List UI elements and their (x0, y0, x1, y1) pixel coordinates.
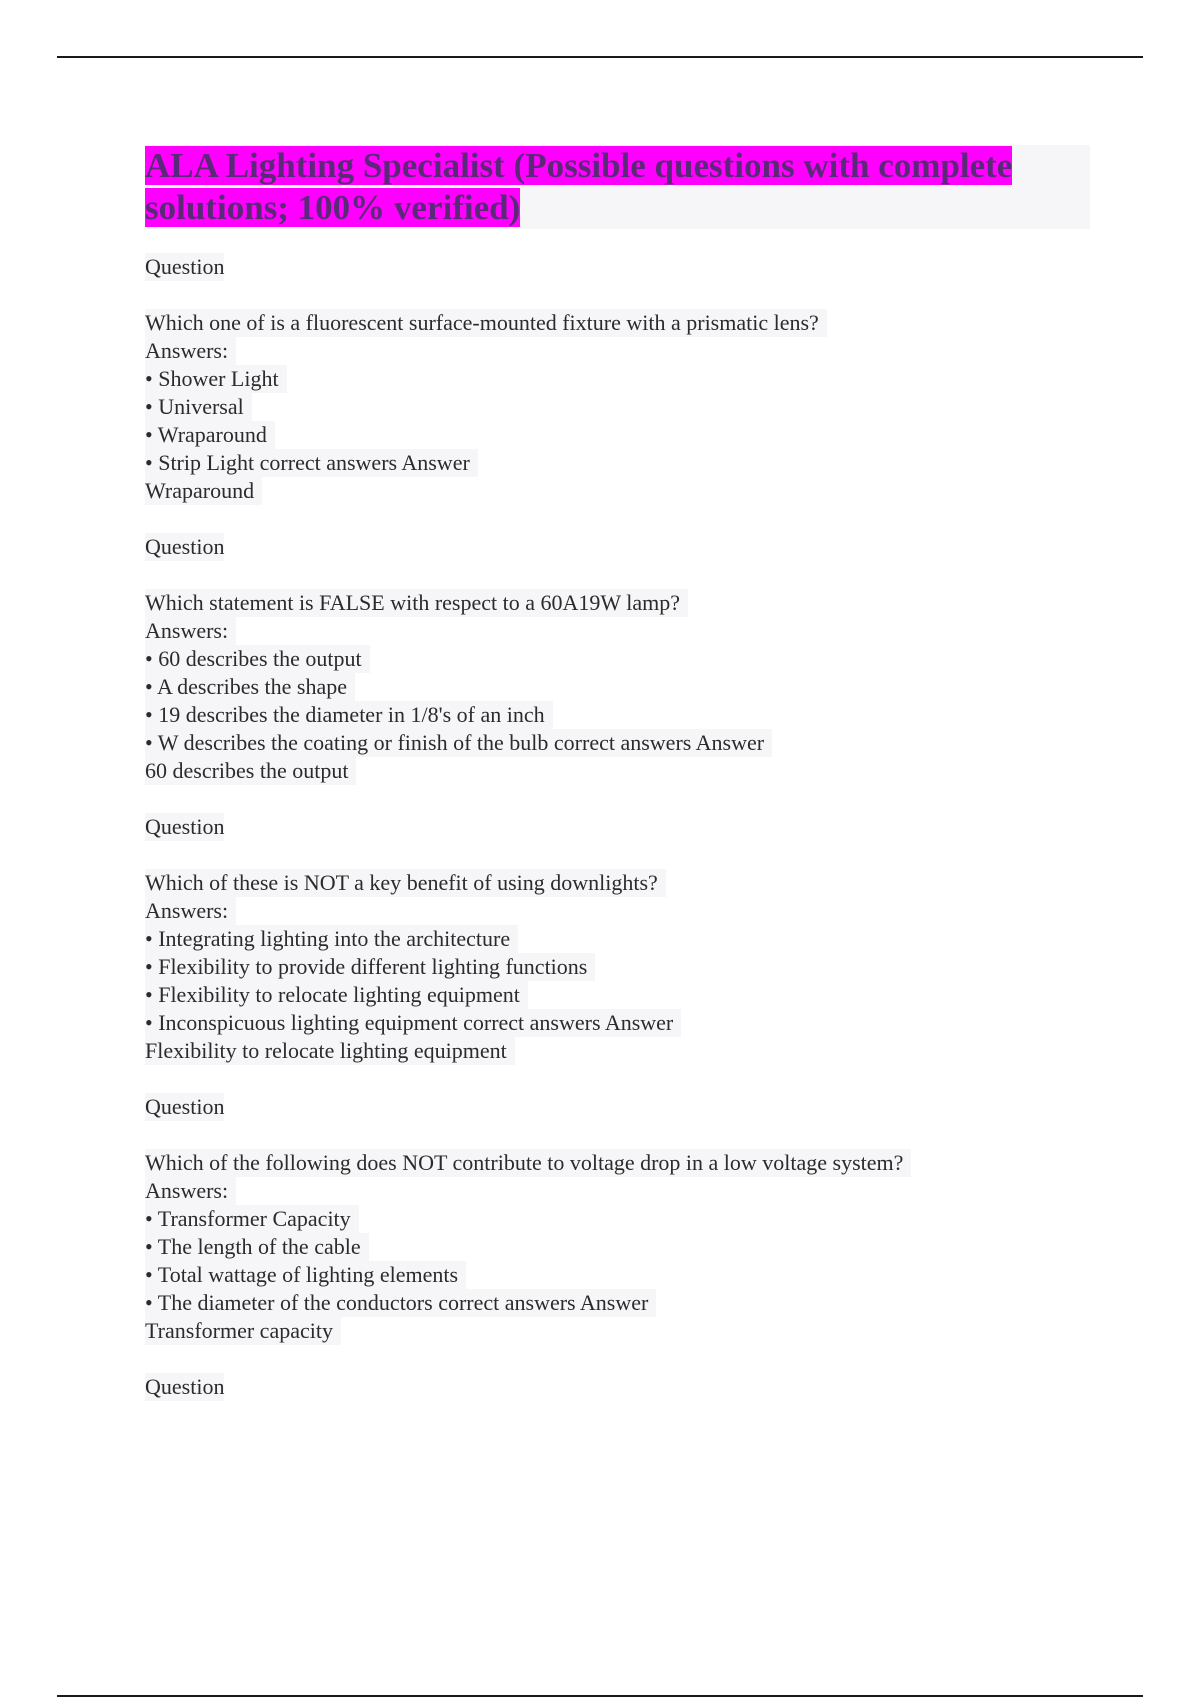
qa-block (145, 869, 1090, 1065)
document-body (145, 145, 1090, 1429)
document-title (145, 145, 1090, 229)
title-block (145, 145, 1090, 229)
correct-answer: Wraparound (145, 477, 262, 505)
answers-label: Answers: (145, 617, 236, 645)
correct-answer: 60 describes the output (145, 757, 356, 785)
header-rule (57, 56, 1143, 58)
question-heading: Question (145, 1374, 225, 1399)
correct-answer: Flexibility to relocate lighting equipment (145, 1037, 515, 1065)
question-prompt: Which statement is FALSE with respect to a 60A19W lamp? (145, 589, 688, 617)
answer-option: • 19 describes the diameter in 1/8's of an inch (145, 701, 553, 729)
qa-block (145, 1149, 1090, 1345)
answer-option: • The length of the cable (145, 1233, 369, 1261)
answer-option: • Universal (145, 393, 252, 421)
answer-option: • Transformer Capacity (145, 1205, 359, 1233)
question-prompt: Which of these is NOT a key benefit of using downlights? (145, 869, 666, 897)
question-2 (145, 533, 1090, 785)
answer-option: • Wraparound (145, 421, 275, 449)
answer-option: • Shower Light (145, 365, 287, 393)
question-heading: Question (145, 1094, 225, 1119)
question-prompt: Which one of is a fluorescent surface-mounted fixture with a prismatic lens? (145, 309, 827, 337)
answer-option: • Flexibility to provide different lighting functions (145, 953, 595, 981)
answer-option: • Strip Light correct answers Answer (145, 449, 478, 477)
correct-answer: Transformer capacity (145, 1317, 341, 1345)
title-line-2: solutions; 100% verified) (145, 188, 521, 227)
answer-option: • The diameter of the conductors correct answers Answer (145, 1289, 656, 1317)
qa-block (145, 309, 1090, 505)
question-heading: Question (145, 534, 225, 559)
question-heading: Question (145, 254, 225, 279)
answer-option: • 60 describes the output (145, 645, 370, 673)
answers-label: Answers: (145, 337, 236, 365)
answers-label: Answers: (145, 897, 236, 925)
answer-option: • W describes the coating or finish of the bulb correct answers Answer (145, 729, 772, 757)
answer-option: • Flexibility to relocate lighting equipment (145, 981, 528, 1009)
answer-option: • Total wattage of lighting elements (145, 1261, 466, 1289)
answer-option: • A describes the shape (145, 673, 355, 701)
question-heading: Question (145, 814, 225, 839)
question-5 (145, 1373, 1090, 1429)
answer-option: • Inconspicuous lighting equipment correct answers Answer (145, 1009, 681, 1037)
title-line-1: ALA Lighting Specialist (Possible questions with complete (145, 146, 1013, 185)
question-4 (145, 1093, 1090, 1345)
qa-block (145, 589, 1090, 785)
question-1 (145, 253, 1090, 505)
answers-label: Answers: (145, 1177, 236, 1205)
question-3 (145, 813, 1090, 1065)
footer-rule (57, 1695, 1143, 1697)
answer-option: • Integrating lighting into the architecture (145, 925, 518, 953)
question-prompt: Which of the following does NOT contribute to voltage drop in a low voltage system? (145, 1149, 911, 1177)
